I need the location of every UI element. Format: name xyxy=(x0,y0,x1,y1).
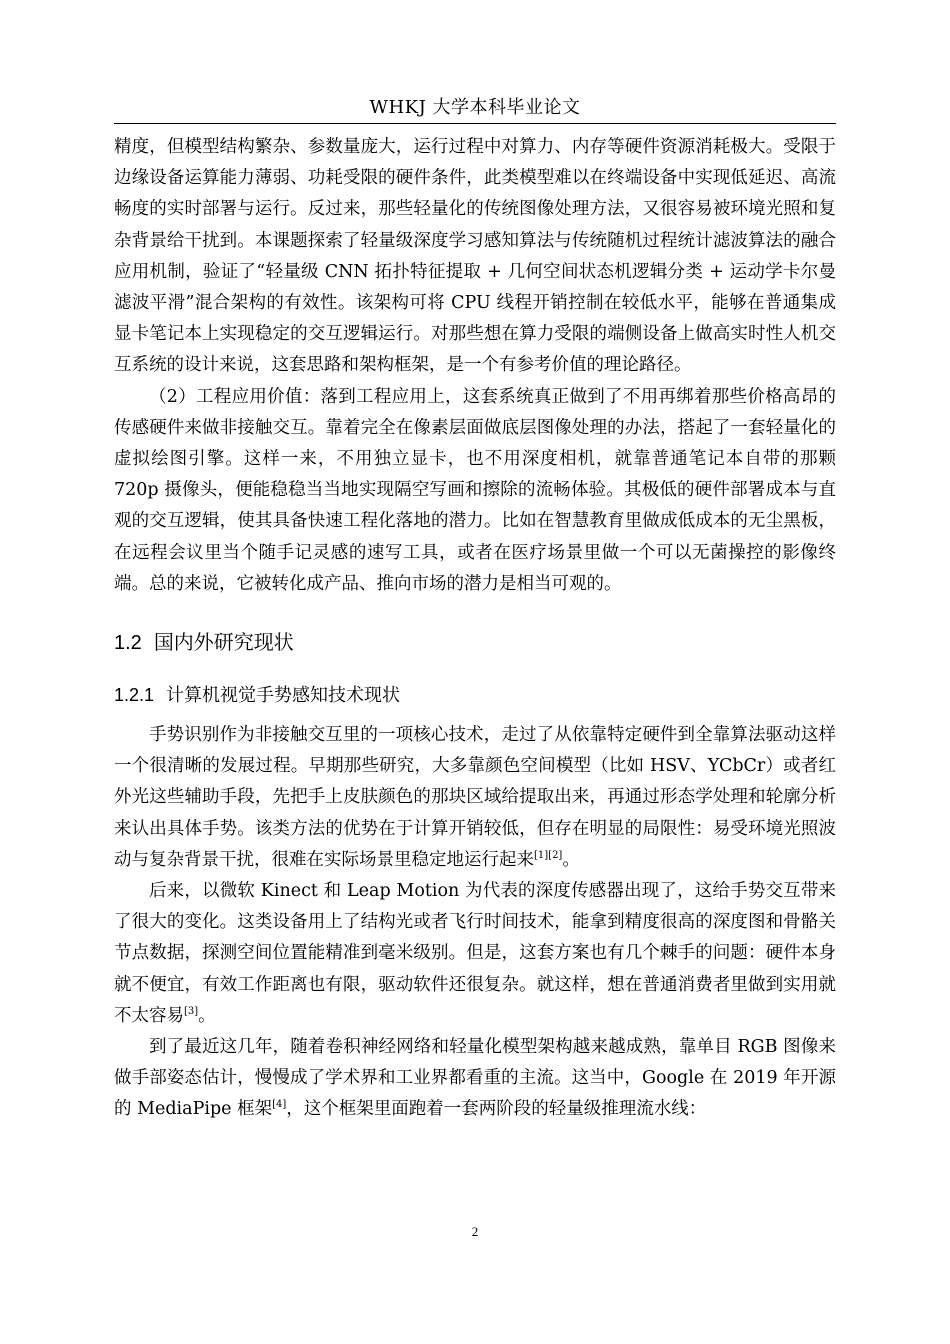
paragraph-early-methods xyxy=(114,720,836,876)
subsection-heading xyxy=(114,670,836,720)
citation: [4] xyxy=(272,1099,287,1111)
citation: [3] xyxy=(184,1005,199,1017)
section-number: 1.2 xyxy=(114,632,142,655)
paragraph-text: ，这个框架里面跑着一套两阶段的轻量级推理流水线： xyxy=(286,1099,707,1120)
paragraph-recent-methods xyxy=(114,1032,836,1126)
header-rule xyxy=(114,123,836,124)
paragraph-continuation: 精度，但模型结构繁杂、参数量庞大，运行过程中对算力、内存等硬件资源消耗极大。受限于边缘设备运算能力薄弱、功耗受限的硬件条件，此类模型难以在终端设备中实现低延迟、高流畅度的实时部署与运行。反过来，那些轻量化的传统图像处理方法，又很容易被环境光照和复杂背景给干扰到。本课题探索了轻量级深度学习感知算法与传统随机过程统计滤波算法的融合应用机制，验证了“轻量级 CNN 拓扑特征提取 + 几何空间状态机逻辑分类 + 运动学卡尔曼滤波平滑”混合架构的有效性。该架构可将 CPU 线程开销控制在较低水平，能够在普通集成显卡笔记本上实现稳定的交互逻辑运行。对那些想在算力受限的端侧设备上做高实时性人机交互系统的设计来说，这套思路和架构框架，是一个有参考价值的理论路径。 xyxy=(114,137,836,376)
page-number: 2 xyxy=(471,1224,479,1239)
citation: [1][2] xyxy=(534,849,563,861)
section-heading xyxy=(114,614,836,670)
subsection-number: 1.2.1 xyxy=(114,685,155,706)
paragraph-engineering-value: （2）工程应用价值：落到工程应用上，这套系统真正做到了不用再绑着那些价格高昂的传感硬件来做非接触交互。靠着完全在像素层面做底层图像处理的办法，搭起了一套轻量化的虚拟绘图引擎。这样一来，不用独立显卡，也不用深度相机，就靠普通笔记本自带的那颗 720p 摄像头，便能稳稳当当地实现隔空写画和擦除的流畅体验。其极低的硬件部署成本与直观的交互逻辑，使其具备快速工程化落地的潜力。比如在智慧教育里做成低成本的无尘黑板，在远程会议里当个随手记灵感的速写工具，或者在医疗场景里做一个可以无菌操控的影像终端。总的来说，它被转化成产品、推向市场的潜力是相当可观的。 xyxy=(114,386,836,594)
paragraph-text: 后来，以微软 Kinect 和 Leap Motion 为代表的深度传感器出现了，这给手势交互带来了很大的变化。这类设备用上了结构光或者飞行时间技术，能拿到精度很高的深度图和骨骼关节点数据，探测空间位置能精准到毫米级别。但是，这套方案也有几个棘手的问题：硬件本身就不便宜，有效工作距离也有限，驱动软件还很复杂。就这样，想在普通消费者里做到实用就不太容易 xyxy=(114,881,836,1026)
paragraph-text: 到了最近这几年，随着卷积神经网络和轻量化模型架构越来越成熟，靠单目 RGB 图像来做手部姿态估计，慢慢成了学术界和工业界都看重的主流。这当中，Google 在 2019 年开源的 MediaPipe 框架 xyxy=(114,1037,836,1120)
paragraph-end: 。 xyxy=(198,1005,216,1026)
paragraph-end: 。 xyxy=(562,849,580,870)
paragraph-depth-sensors xyxy=(114,876,836,1032)
running-header: WHKJ 大学本科毕业论文 xyxy=(369,97,581,118)
subsection-title: 计算机视觉手势感知技术现状 xyxy=(166,685,401,707)
page-body xyxy=(114,132,836,1126)
paragraph-text: 手势识别作为非接触交互里的一项核心技术，走过了从依靠特定硬件到全靠算法驱动这样一个很清晰的发展过程。早期那些研究，大多靠颜色空间模型（比如 HSV、YCbCr）或者红外光这些辅助手段，先把手上皮肤颜色的那块区域给提取出来，再通过形态学处理和轮廓分析来认出具体手势。该类方法的优势在于计算开销较低，但存在明显的局限性：易受环境光照波动与复杂背景干扰，很难在实际场景里稳定地运行起来 xyxy=(114,725,836,870)
section-title: 国内外研究现状 xyxy=(153,630,294,655)
